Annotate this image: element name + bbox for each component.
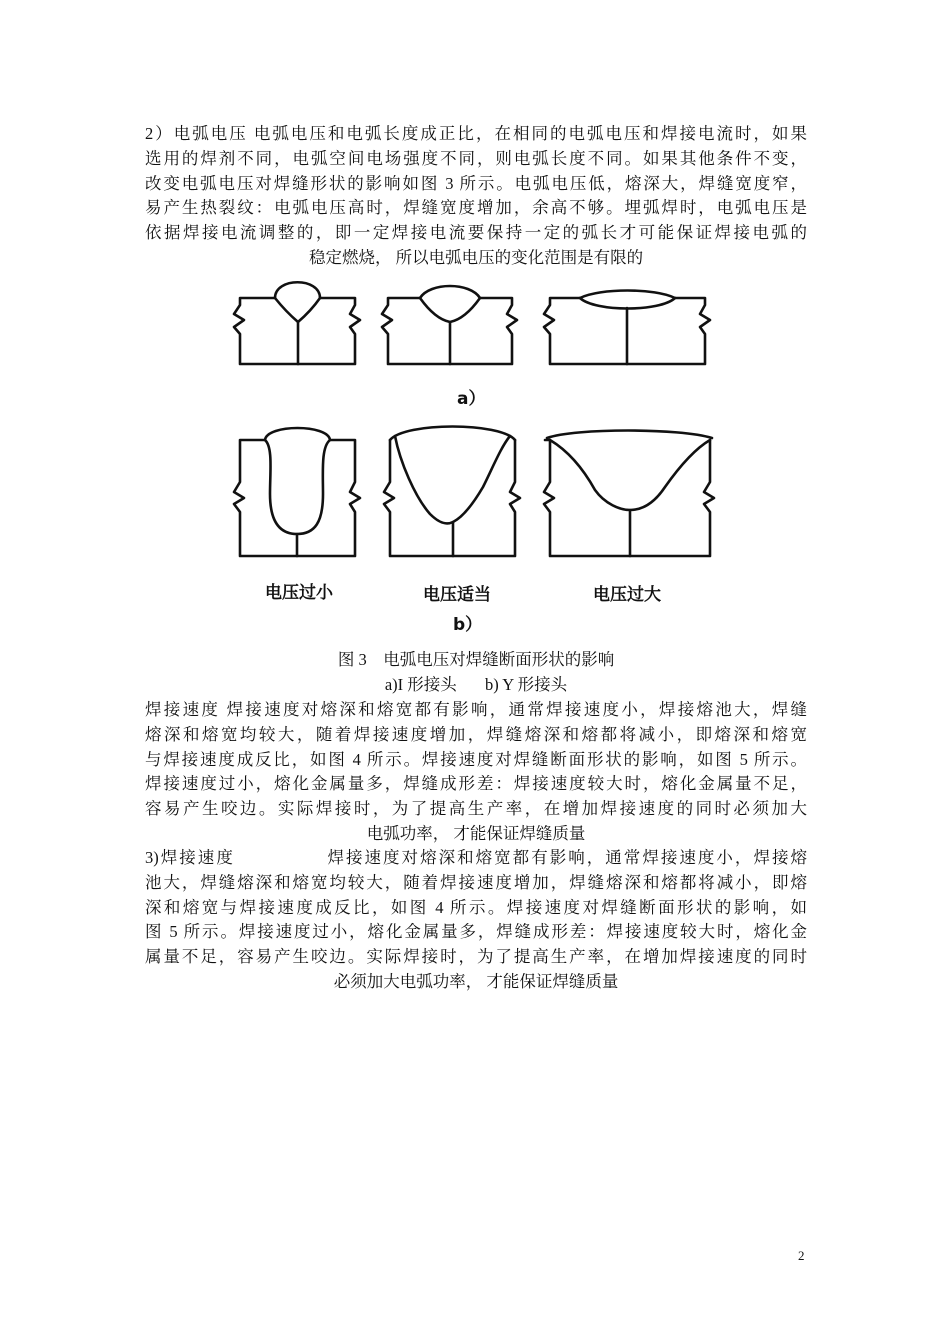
text-line: 依据焊接电流调整的，即一定焊接电流要保持一定的弧长才可能保证焊接电弧的 xyxy=(145,223,807,243)
subcaption-b: b) Y 形接头 xyxy=(484,675,568,694)
text-line: 深和熔宽与焊接速度成反比，如图 4 所示。焊接速度对焊缝断面形状的影响，如 xyxy=(145,897,807,917)
text-line: 焊接速度 焊接速度对熔深和熔宽都有影响，通常焊接速度小，焊接熔池大，焊缝 xyxy=(145,700,807,719)
label-high-voltage: 电压过大 xyxy=(593,585,661,605)
paragraph-welding-speed xyxy=(145,698,807,847)
weld-b-normal-voltage xyxy=(384,427,520,557)
text-line: 易产生热裂纹：电弧电压高时，焊缝宽度增加，余高不够。埋弧焊时，电弧电压是 xyxy=(145,198,807,218)
subcaption-a: a)I 形接头 xyxy=(384,675,457,694)
label-row-a: a） xyxy=(457,389,486,409)
weld-b-high-voltage xyxy=(544,431,714,557)
text-line: 容易产生咬边。实际焊接时，为了提高生产率，在增加焊接速度的同时必须加大 xyxy=(145,799,807,819)
weld-a-high-voltage xyxy=(544,291,710,365)
text-line: 图 5 所示。焊接速度过小，熔化金属量多，焊缝成形差：焊接速度较大时，熔化金 xyxy=(145,922,807,942)
text-line: 熔深和熔宽均较大，随着焊接速度增加，焊缝熔深和熔都将减小，即熔深和熔宽 xyxy=(145,724,807,744)
figure-caption: 图 3 电弧电压对焊缝断面形状的影响 xyxy=(337,650,615,669)
label-normal-voltage: 电压适当 xyxy=(423,585,491,605)
text-line: 焊接速度过小，熔化金属量多，焊缝成形差：焊接速度较大时，熔化金属量不足， xyxy=(145,774,807,794)
paragraph-arc-voltage xyxy=(145,122,807,271)
text-line: 2）电弧电压 电弧电压和电弧长度成正比，在相同的电弧电压和焊接电流时，如果 xyxy=(145,124,807,143)
text-line: 电弧功率， 才能保证焊缝质量 xyxy=(366,823,586,843)
text-line: 3)焊接速度 焊接速度对熔深和熔宽都有影响，通常焊接速度小，焊接熔 xyxy=(145,848,807,867)
weld-a-low-voltage xyxy=(234,282,360,364)
weld-diagram xyxy=(225,272,725,642)
text-line: 改变电弧电压对焊缝形状的影响如图 3 所示。电弧电压低，熔深大，焊缝宽度窄， xyxy=(145,173,807,193)
weld-a-normal-voltage xyxy=(382,286,517,364)
label-row-b: b） xyxy=(453,615,483,635)
weld-b-low-voltage xyxy=(234,428,360,556)
figure-3-weld-shapes xyxy=(225,272,725,642)
label-low-voltage: 电压过小 xyxy=(265,583,333,603)
page-number: 2 xyxy=(798,1248,805,1263)
text-line: 属量不足，容易产生咬边。实际焊接时，为了提高生产率，在增加焊接速度的同时 xyxy=(145,947,807,967)
text-line: 必须加大电弧功率， 才能保证焊缝质量 xyxy=(333,971,619,991)
text-line: 选用的焊剂不同，电弧空间电场强度不同，则电弧长度不同。如果其他条件不变， xyxy=(145,148,807,168)
paragraph-welding-speed-3 xyxy=(145,846,807,995)
text-line: 池大，焊缝熔深和熔宽均较大，随着焊接速度增加，焊缝熔深和熔都将减小，即熔 xyxy=(145,872,807,892)
text-line: 稳定燃烧， 所以电弧电压的变化范围是有限的 xyxy=(308,247,644,267)
text-line: 与焊接速度成反比，如图 4 所示。焊接速度对焊缝断面形状的影响，如图 5 所示。 xyxy=(145,749,807,769)
figure-subcaption xyxy=(145,673,807,697)
